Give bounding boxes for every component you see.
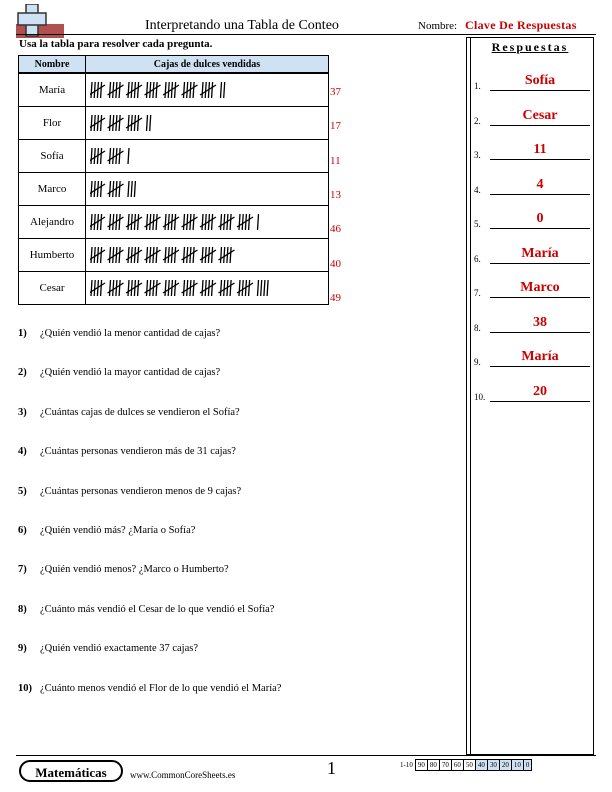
brand-badge: Matemáticas [19,760,123,782]
page-title: Interpretando una Tabla de Conteo [145,18,339,33]
tally-stroke [119,148,120,164]
tally-stroke [128,115,129,131]
tally-marks-cell [86,73,329,107]
tally-stroke [212,214,213,230]
tally-stroke [258,280,259,296]
score-table [398,759,532,771]
answer-value: 0 [536,211,544,226]
tally-stroke [110,148,111,164]
question [18,328,220,339]
tally-stroke [101,280,102,296]
tally-stroke [91,148,92,164]
question-number: 3) [18,406,27,418]
tally-stroke [184,247,185,263]
tally-stroke [175,82,176,98]
tally-stroke [110,181,111,197]
instructions: Usa la tabla para resolver cada pregunta. [19,38,213,50]
answer-value: María [521,349,559,364]
tally-stroke [147,280,148,296]
answer-number: 4. [474,184,481,195]
tally-stroke [184,214,185,230]
tally-stroke [150,247,151,263]
question [18,525,195,536]
page-number: 1 [327,758,336,778]
question-text: ¿Cuántas personas vendieron menos de 9 cajas? [40,485,242,497]
tally-stroke [147,247,148,263]
row-count: 13 [330,188,341,201]
tally-stroke [242,280,243,296]
tally-stroke [101,148,102,164]
tally-stroke [138,214,139,230]
tally-stroke [110,280,111,296]
tally-stroke [128,148,129,164]
tally-stroke [150,115,151,131]
answer-line [490,159,590,160]
tally-marks [90,277,322,299]
tally-stroke [113,82,114,98]
tally-stroke [202,247,203,263]
row-name: Alejandro [19,206,86,239]
tally-stroke [113,148,114,164]
tally-stroke [230,280,231,296]
tally-stroke [175,247,176,263]
table-row [19,206,329,239]
question-number: 2) [18,367,27,379]
answer-line [490,263,590,264]
tally-stroke [187,214,188,230]
score-cell: 80 [427,760,439,771]
tally-stroke [119,214,120,230]
answer-line [490,366,590,367]
tally-stroke [212,247,213,263]
tally-stroke [91,115,92,131]
question-number: 6) [18,525,27,536]
tally-marks-cell [86,206,329,239]
tally-stroke [94,181,95,197]
tally-stroke [175,214,176,230]
tally-stroke [193,280,194,296]
question-number: 1) [18,328,27,339]
tally-stroke [94,247,95,263]
tally-stroke [113,181,114,197]
tally-stroke [128,181,129,197]
tally-stroke [205,280,206,296]
tally-stroke [150,280,151,296]
tally-stroke [224,214,225,230]
tally-marks [90,211,322,233]
answer-line [490,228,590,229]
tally-marks [90,244,322,266]
tally-marks [90,112,322,134]
table-row [19,107,329,140]
table-row [19,272,329,305]
tally-stroke [168,280,169,296]
score-cell: 60 [451,760,463,771]
answer-value: 11 [533,142,547,157]
tally-stroke [224,280,225,296]
answer-line [490,194,590,195]
question [18,367,220,378]
question-number: 10) [18,682,32,694]
table-row [19,239,329,272]
tally-stroke [131,214,132,230]
answer-line [490,125,590,126]
tally-stroke [205,247,206,263]
tally-stroke [147,115,148,131]
tally-stroke [193,247,194,263]
answer-number: 5. [474,219,481,229]
answer-value: 20 [533,383,547,399]
question-text: ¿Cuántas cajas de dulces se vendieron el Sofía? [40,406,240,418]
tally-stroke [239,214,240,230]
question-number: 5) [18,485,27,497]
score-cell: 40 [475,760,487,771]
tally-stroke [119,181,120,197]
name-value: Clave De Respuestas [465,18,577,32]
tally-marks [90,178,322,200]
tally-stroke [156,280,157,296]
score-cell: 90 [415,760,427,771]
question-text: ¿Quién vendió menos? ¿Marco o Humberto? [40,564,229,576]
tally-stroke [156,214,157,230]
tally-stroke [165,280,166,296]
tally-stroke [258,214,259,230]
tally-stroke [128,280,129,296]
col-header-name: Nombre [19,56,86,74]
tally-stroke [101,181,102,197]
panel-divider [470,37,471,755]
tally-stroke [249,214,250,230]
tally-stroke [94,115,95,131]
tally-stroke [202,82,203,98]
score-cell: 50 [463,760,475,771]
table-row [19,140,329,173]
tally-stroke [249,280,250,296]
answer-number: 3. [474,150,481,160]
row-count: 37 [330,86,341,98]
tally-stroke [150,214,151,230]
tally-marks-cell [86,140,329,173]
tally-stroke [156,82,157,98]
name-label: Nombre: [418,20,458,32]
tally-stroke [101,82,102,98]
tally-stroke [165,214,166,230]
question [18,564,229,575]
tally-stroke [165,247,166,263]
tally-stroke [267,280,268,296]
tally-stroke [110,247,111,263]
answer-number: 2. [474,115,481,126]
tally-stroke [202,280,203,296]
question [18,683,281,694]
tally-stroke [212,82,213,98]
row-name: Flor [19,107,86,140]
row-count: 17 [330,120,341,133]
row-name: Sofía [19,140,86,173]
tally-stroke [101,115,102,131]
tally-stroke [131,115,132,131]
tally-stroke [150,82,151,98]
score-cell: 20 [499,760,511,771]
tally-stroke [91,280,92,296]
tally-stroke [94,214,95,230]
answer-value: María [521,245,559,261]
tally-stroke [113,115,114,131]
answer-line [490,297,590,298]
header-divider [16,34,596,35]
question [18,407,240,418]
answer-number: 10. [474,391,486,402]
footer-divider [16,755,596,756]
score-label: 1-10 [400,761,413,769]
tally-stroke [224,247,225,263]
answer-number: 1. [474,81,481,91]
tally-stroke [91,181,92,197]
tally-marks-cell [86,173,329,206]
tally-stroke [94,148,95,164]
row-count: 40 [330,257,341,270]
question [18,486,241,497]
score-cell: 0 [523,760,532,771]
answer-line [490,401,590,402]
question-text: ¿Quién vendió más? ¿María o Sofía? [40,525,196,536]
tally-stroke [119,115,120,131]
question [18,604,274,615]
tally-stroke [224,82,225,98]
tally-stroke [147,214,148,230]
tally-stroke [128,214,129,230]
tally-stroke [193,82,194,98]
row-count: 49 [330,291,341,304]
tally-stroke [94,82,95,98]
tally-stroke [134,181,135,197]
tally-stroke [131,82,132,98]
answer-value: 38 [533,314,547,330]
site-url: www.CommonCoreSheets.es [130,770,236,780]
answer-value: Cesar [522,107,558,123]
tally-stroke [138,82,139,98]
question-text: ¿Cuánto menos vendió el Flor de lo que vendió el María? [40,682,282,694]
score-cell: 70 [439,760,451,771]
tally-table [18,55,329,305]
tally-marks-cell [86,239,329,272]
tally-stroke [91,82,92,98]
tally-stroke [221,280,222,296]
answer-value: 4 [536,176,544,192]
tally-stroke [202,214,203,230]
tally-stroke [94,280,95,296]
tally-stroke [165,82,166,98]
tally-stroke [128,82,129,98]
question-text: ¿Quién vendió la menor cantidad de cajas? [40,328,221,339]
tally-stroke [91,214,92,230]
tally-stroke [128,247,129,263]
tally-stroke [110,82,111,98]
answer-number: 9. [474,357,481,367]
tally-stroke [184,280,185,296]
question-number: 9) [18,643,27,655]
tally-stroke [110,115,111,131]
tally-marks [90,79,322,101]
tally-stroke [138,247,139,263]
tally-marks-cell [86,272,329,305]
tally-stroke [131,181,132,197]
answer-line [490,90,590,91]
question [18,446,236,457]
tally-stroke [230,214,231,230]
question [18,643,198,654]
tally-marks-cell [86,107,329,140]
tally-stroke [221,214,222,230]
tally-stroke [131,247,132,263]
row-name: Humberto [19,239,86,272]
score-cell: 10 [511,760,523,771]
tally-stroke [147,82,148,98]
tally-stroke [205,82,206,98]
tally-stroke [221,247,222,263]
tally-stroke [91,247,92,263]
tally-stroke [119,247,120,263]
tally-stroke [168,82,169,98]
question-text: ¿Cuántas personas vendieron más de 31 cajas? [40,446,236,458]
tally-stroke [175,280,176,296]
tally-stroke [119,82,120,98]
score-cell: 30 [487,760,499,771]
tally-stroke [187,82,188,98]
row-count: 11 [330,154,341,167]
tally-stroke [113,247,114,263]
tally-stroke [113,280,114,296]
answer-number: 7. [474,288,481,298]
table-row [19,73,329,107]
tally-marks [90,145,322,167]
tally-stroke [187,280,188,296]
question-text: ¿Quién vendió exactamente 37 cajas? [40,643,199,655]
question-text: ¿Cuánto más vendió el Cesar de lo que vendió el Sofía? [40,603,275,615]
tally-stroke [205,214,206,230]
question-text: ¿Quién vendió la mayor cantidad de cajas? [40,367,221,379]
row-name: María [19,73,86,107]
row-count: 46 [330,223,341,236]
tally-stroke [193,214,194,230]
tally-stroke [187,247,188,263]
tally-stroke [131,280,132,296]
tally-stroke [261,280,262,296]
tally-stroke [239,280,240,296]
tally-stroke [168,214,169,230]
tally-stroke [156,247,157,263]
tally-stroke [221,82,222,98]
tally-stroke [110,214,111,230]
tally-stroke [101,214,102,230]
question-number: 4) [18,446,27,458]
answers-title: Respuestas [491,40,569,54]
answer-value: Sofía [524,73,556,88]
tally-stroke [212,280,213,296]
answer-number: 6. [474,253,481,264]
tally-stroke [113,214,114,230]
tally-stroke [230,247,231,263]
tally-stroke [168,247,169,263]
question-number: 7) [18,564,27,576]
row-name: Marco [19,173,86,206]
answer-value: Marco [520,280,560,295]
tally-stroke [184,82,185,98]
tally-stroke [119,280,120,296]
row-name: Cesar [19,272,86,305]
tally-stroke [264,280,265,296]
answer-number: 8. [474,322,481,333]
tally-stroke [138,115,139,131]
col-header-tally: Cajas de dulces vendidas [86,56,329,74]
tally-stroke [101,247,102,263]
tally-stroke [138,280,139,296]
table-row [19,173,329,206]
question-number: 8) [18,603,27,615]
tally-stroke [242,214,243,230]
answer-line [490,332,590,333]
